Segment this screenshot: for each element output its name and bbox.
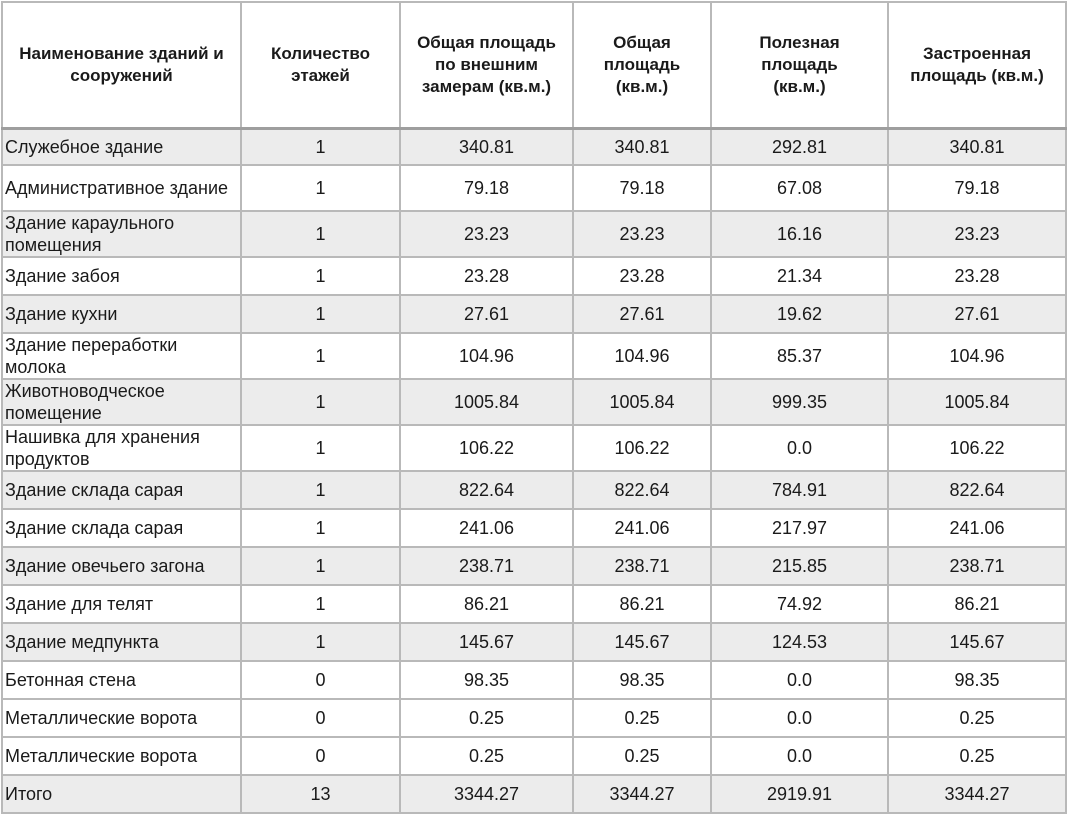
cell-total-area: 340.81 (573, 129, 711, 165)
cell-built-area: 23.28 (888, 257, 1066, 295)
cell-useful-area: 0.0 (711, 737, 888, 775)
cell-external-area: 0.25 (400, 737, 573, 775)
cell-useful-area: 67.08 (711, 165, 888, 211)
cell-name: Здание забоя (2, 257, 241, 295)
cell-floors: 0 (241, 661, 400, 699)
cell-built-area: 27.61 (888, 295, 1066, 333)
cell-useful-area: 217.97 (711, 509, 888, 547)
cell-external-area: 241.06 (400, 509, 573, 547)
cell-built-area: 238.71 (888, 547, 1066, 585)
cell-name: Здание караульного помещения (2, 211, 241, 257)
cell-name: Металлические ворота (2, 737, 241, 775)
cell-total-area: 0.25 (573, 699, 711, 737)
cell-built-area: 86.21 (888, 585, 1066, 623)
cell-useful-area: 16.16 (711, 211, 888, 257)
cell-total-area: 1005.84 (573, 379, 711, 425)
cell-total-area: 106.22 (573, 425, 711, 471)
cell-useful-area: 85.37 (711, 333, 888, 379)
cell-built-area: 0.25 (888, 699, 1066, 737)
table-row (2, 425, 1066, 471)
cell-built-area: 98.35 (888, 661, 1066, 699)
cell-useful-area: 784.91 (711, 471, 888, 509)
cell-total-area: 86.21 (573, 585, 711, 623)
cell-total-area: 0.25 (573, 737, 711, 775)
cell-total-area: 238.71 (573, 547, 711, 585)
cell-external-area: 98.35 (400, 661, 573, 699)
table-row (2, 165, 1066, 211)
cell-total-area: 241.06 (573, 509, 711, 547)
cell-external-area: 1005.84 (400, 379, 573, 425)
cell-name: Здание овечьего загона (2, 547, 241, 585)
cell-external-area: 23.28 (400, 257, 573, 295)
cell-name: Здание склада сарая (2, 509, 241, 547)
cell-useful-area: 0.0 (711, 699, 888, 737)
table-total-row (2, 775, 1066, 813)
table-row (2, 737, 1066, 775)
cell-built-area: 822.64 (888, 471, 1066, 509)
header-total-area: Общая площадь (кв.м.) (573, 2, 711, 129)
table-row (2, 471, 1066, 509)
cell-floors: 1 (241, 509, 400, 547)
table-row (2, 211, 1066, 257)
cell-total-area: 23.23 (573, 211, 711, 257)
cell-external-area: 106.22 (400, 425, 573, 471)
cell-built-area: 1005.84 (888, 379, 1066, 425)
cell-built-area: 79.18 (888, 165, 1066, 211)
cell-name: Итого (2, 775, 241, 813)
cell-built-area: 23.23 (888, 211, 1066, 257)
header-useful-area: Полезная площадь (кв.м.) (711, 2, 888, 129)
cell-total-area: 98.35 (573, 661, 711, 699)
table-row (2, 295, 1066, 333)
cell-total-area: 27.61 (573, 295, 711, 333)
table-row (2, 547, 1066, 585)
cell-useful-area: 0.0 (711, 661, 888, 699)
header-floors: Количество этажей (241, 2, 400, 129)
cell-external-area: 3344.27 (400, 775, 573, 813)
cell-floors: 13 (241, 775, 400, 813)
cell-total-area: 822.64 (573, 471, 711, 509)
cell-floors: 0 (241, 699, 400, 737)
cell-built-area: 145.67 (888, 623, 1066, 661)
cell-name: Здание для телят (2, 585, 241, 623)
cell-name: Здание медпункта (2, 623, 241, 661)
cell-useful-area: 124.53 (711, 623, 888, 661)
cell-name: Здание склада сарая (2, 471, 241, 509)
table-row (2, 699, 1066, 737)
cell-external-area: 104.96 (400, 333, 573, 379)
cell-external-area: 822.64 (400, 471, 573, 509)
cell-floors: 1 (241, 585, 400, 623)
cell-floors: 1 (241, 425, 400, 471)
cell-external-area: 23.23 (400, 211, 573, 257)
table-row (2, 623, 1066, 661)
cell-total-area: 3344.27 (573, 775, 711, 813)
header-row (2, 2, 1066, 129)
cell-total-area: 23.28 (573, 257, 711, 295)
table-row (2, 585, 1066, 623)
cell-floors: 0 (241, 737, 400, 775)
cell-external-area: 27.61 (400, 295, 573, 333)
cell-floors: 1 (241, 471, 400, 509)
cell-useful-area: 2919.91 (711, 775, 888, 813)
cell-built-area: 241.06 (888, 509, 1066, 547)
cell-useful-area: 74.92 (711, 585, 888, 623)
header-name: Наименование зданий и сооружений (2, 2, 241, 129)
cell-built-area: 106.22 (888, 425, 1066, 471)
cell-external-area: 0.25 (400, 699, 573, 737)
cell-name: Животноводческое помещение (2, 379, 241, 425)
cell-floors: 1 (241, 295, 400, 333)
table-row (2, 333, 1066, 379)
cell-total-area: 145.67 (573, 623, 711, 661)
cell-floors: 1 (241, 211, 400, 257)
cell-useful-area: 292.81 (711, 129, 888, 165)
header-built-area: Застроенная площадь (кв.м.) (888, 2, 1066, 129)
buildings-table (1, 1, 1067, 814)
cell-external-area: 340.81 (400, 129, 573, 165)
cell-built-area: 3344.27 (888, 775, 1066, 813)
cell-name: Административное здание (2, 165, 241, 211)
table-row (2, 379, 1066, 425)
cell-external-area: 79.18 (400, 165, 573, 211)
cell-name: Здание кухни (2, 295, 241, 333)
cell-floors: 1 (241, 379, 400, 425)
table-row (2, 129, 1066, 165)
cell-built-area: 0.25 (888, 737, 1066, 775)
table-row (2, 257, 1066, 295)
cell-floors: 1 (241, 623, 400, 661)
cell-name: Нашивка для хранения продуктов (2, 425, 241, 471)
cell-floors: 1 (241, 165, 400, 211)
cell-floors: 1 (241, 129, 400, 165)
cell-external-area: 238.71 (400, 547, 573, 585)
cell-external-area: 86.21 (400, 585, 573, 623)
cell-useful-area: 215.85 (711, 547, 888, 585)
cell-name: Служебное здание (2, 129, 241, 165)
header-external-area: Общая площадь по внешним замерам (кв.м.) (400, 2, 573, 129)
cell-floors: 1 (241, 333, 400, 379)
cell-built-area: 340.81 (888, 129, 1066, 165)
cell-name: Здание переработки молока (2, 333, 241, 379)
table-row (2, 661, 1066, 699)
cell-floors: 1 (241, 547, 400, 585)
cell-floors: 1 (241, 257, 400, 295)
cell-useful-area: 0.0 (711, 425, 888, 471)
cell-total-area: 79.18 (573, 165, 711, 211)
cell-useful-area: 19.62 (711, 295, 888, 333)
table-row (2, 509, 1066, 547)
cell-name: Бетонная стена (2, 661, 241, 699)
cell-useful-area: 21.34 (711, 257, 888, 295)
cell-name: Металлические ворота (2, 699, 241, 737)
cell-useful-area: 999.35 (711, 379, 888, 425)
cell-total-area: 104.96 (573, 333, 711, 379)
cell-built-area: 104.96 (888, 333, 1066, 379)
cell-external-area: 145.67 (400, 623, 573, 661)
